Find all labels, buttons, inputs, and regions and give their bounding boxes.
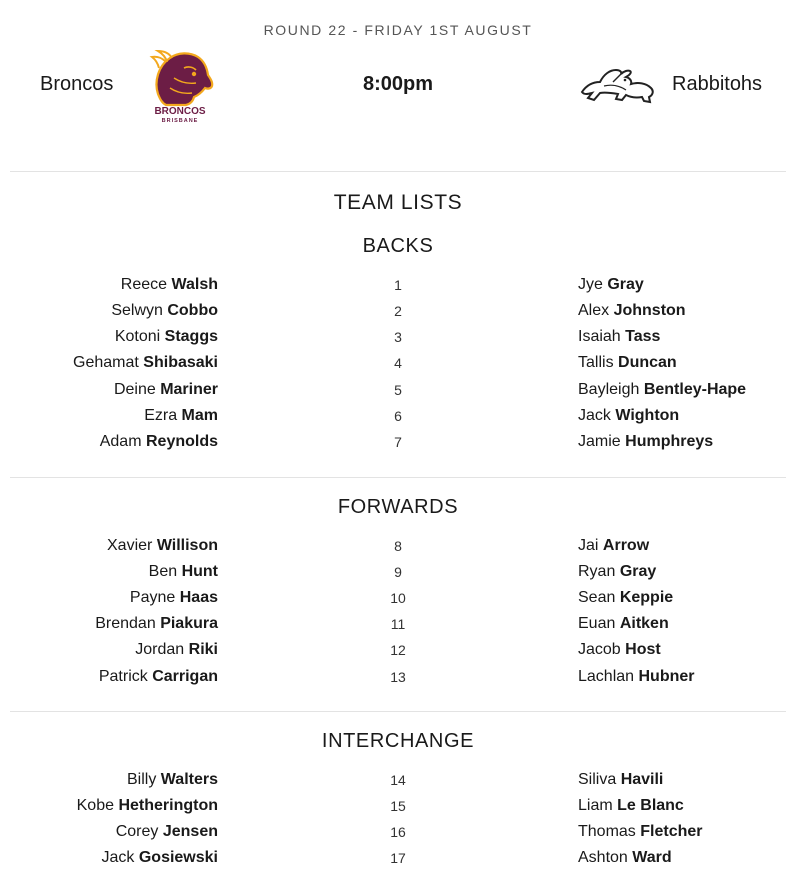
first-name: Reece	[120, 276, 168, 293]
jersey-number: 16	[390, 824, 406, 840]
last-name: Walsh	[171, 276, 218, 293]
home-player[interactable]	[111, 302, 218, 320]
last-name: Gray	[619, 563, 657, 580]
first-name: Bayleigh	[578, 381, 640, 398]
first-name: Euan	[578, 615, 616, 632]
first-name: Liam	[578, 797, 613, 814]
jersey-number: 14	[390, 772, 406, 788]
first-name: Isaiah	[578, 328, 621, 345]
last-name: Duncan	[618, 354, 677, 371]
table-row	[0, 407, 796, 433]
first-name: Ben	[148, 563, 178, 580]
home-player[interactable]	[95, 615, 218, 633]
jersey-number: 9	[394, 564, 402, 580]
table-row	[0, 849, 796, 875]
away-player[interactable]	[578, 849, 672, 867]
divider	[10, 711, 786, 712]
first-name: Jordan	[135, 641, 185, 658]
last-name: Humphreys	[625, 433, 714, 450]
first-name: Gehamat	[73, 354, 139, 371]
last-name: Mam	[181, 407, 218, 424]
divider	[10, 171, 786, 172]
last-name: Johnston	[613, 302, 686, 319]
last-name: Jensen	[162, 823, 218, 840]
first-name: Jack	[101, 849, 135, 866]
last-name: Ward	[632, 849, 672, 866]
last-name: Cobbo	[167, 302, 218, 319]
away-player[interactable]	[578, 381, 746, 399]
jersey-number: 6	[394, 408, 402, 424]
last-name: Aitken	[619, 615, 669, 632]
last-name: Mariner	[160, 381, 218, 398]
away-player[interactable]	[578, 276, 644, 294]
last-name: Staggs	[164, 328, 218, 345]
home-player[interactable]	[101, 849, 218, 867]
jersey-number: 1	[394, 277, 402, 293]
away-player[interactable]	[578, 589, 673, 607]
table-row	[0, 823, 796, 849]
jersey-number: 4	[394, 355, 402, 371]
table-row	[0, 563, 796, 589]
last-name: Willison	[156, 537, 218, 554]
first-name: Alex	[578, 302, 610, 319]
away-player[interactable]	[578, 537, 649, 555]
home-player[interactable]	[73, 354, 218, 372]
last-name: Walters	[160, 771, 218, 788]
first-name: Payne	[129, 589, 176, 606]
away-player[interactable]	[578, 641, 661, 659]
last-name: Reynolds	[145, 433, 218, 450]
jersey-number: 3	[394, 329, 402, 345]
jersey-number: 15	[390, 798, 406, 814]
first-name: Sean	[578, 589, 616, 606]
first-name: Adam	[99, 433, 142, 450]
section-heading-forwards: FORWARDS	[337, 496, 459, 518]
first-name: Ryan	[578, 563, 616, 580]
table-row	[0, 771, 796, 797]
jersey-number: 12	[390, 642, 406, 658]
jersey-number: 2	[394, 303, 402, 319]
last-name: Fletcher	[640, 823, 703, 840]
first-name: Lachlan	[578, 668, 635, 685]
first-name: Siliva	[578, 771, 617, 788]
away-player[interactable]	[578, 433, 713, 451]
away-player[interactable]	[578, 668, 695, 686]
away-player[interactable]	[578, 328, 660, 346]
table-row	[0, 328, 796, 354]
home-team-name[interactable]: Broncos	[40, 73, 114, 95]
last-name: Carrigan	[152, 668, 218, 685]
last-name: Gosiewski	[138, 849, 218, 866]
last-name: Arrow	[602, 537, 650, 554]
last-name: Keppie	[619, 589, 674, 606]
home-player[interactable]	[135, 641, 218, 659]
first-name: Thomas	[578, 823, 636, 840]
last-name: Bentley-Hape	[643, 381, 747, 398]
first-name: Jye	[578, 276, 603, 293]
home-player[interactable]	[107, 537, 218, 555]
last-name: Shibasaki	[143, 354, 218, 371]
table-row	[0, 354, 796, 380]
away-team-name[interactable]: Rabbitohs	[672, 73, 763, 95]
first-name: Deine	[113, 381, 156, 398]
home-player[interactable]	[116, 823, 218, 841]
last-name: Piakura	[160, 615, 218, 632]
last-name: Haas	[179, 589, 218, 606]
away-player[interactable]	[578, 823, 703, 841]
home-player[interactable]	[127, 771, 218, 789]
away-player[interactable]	[578, 563, 656, 581]
first-name: Kobe	[76, 797, 114, 814]
divider	[10, 477, 786, 478]
last-name: Host	[625, 641, 661, 658]
first-name: Jamie	[578, 433, 621, 450]
away-player[interactable]	[578, 302, 686, 320]
home-player[interactable]	[115, 328, 218, 346]
jersey-number: 5	[394, 382, 402, 398]
broncos-logo-text: BRONCOS	[154, 106, 206, 117]
kickoff-time: 8:00pm	[362, 73, 434, 95]
first-name: Kotoni	[114, 328, 161, 345]
first-name: Patrick	[98, 668, 148, 685]
team-lists-title: TEAM LISTS	[333, 191, 463, 214]
last-name: Havili	[620, 771, 664, 788]
broncos-logo-subtext: BRISBANE	[161, 118, 199, 124]
jersey-number: 11	[390, 616, 406, 632]
table-row	[0, 668, 796, 694]
last-name: Riki	[188, 641, 218, 658]
home-player[interactable]	[77, 797, 218, 815]
away-player[interactable]	[578, 615, 669, 633]
first-name: Brendan	[95, 615, 156, 632]
table-row	[0, 433, 796, 459]
last-name: Hubner	[638, 668, 695, 685]
first-name: Billy	[127, 771, 157, 788]
jersey-number: 8	[394, 538, 402, 554]
home-player[interactable]	[100, 433, 218, 451]
first-name: Ezra	[144, 407, 178, 424]
table-row	[0, 537, 796, 563]
last-name: Hetherington	[118, 797, 218, 814]
last-name: Hunt	[181, 563, 218, 580]
home-player[interactable]	[114, 381, 218, 399]
away-player[interactable]	[578, 797, 684, 815]
first-name: Jack	[578, 407, 611, 424]
table-row	[0, 302, 796, 328]
rabbitohs-logo-icon[interactable]	[578, 62, 656, 106]
home-player[interactable]	[144, 407, 218, 425]
last-name: Tass	[625, 328, 661, 345]
first-name: Xavier	[107, 537, 153, 554]
first-name: Jai	[578, 537, 599, 554]
table-row	[0, 589, 796, 615]
section-heading-interchange: INTERCHANGE	[321, 730, 475, 752]
away-player[interactable]	[578, 407, 679, 425]
first-name: Tallis	[578, 354, 614, 371]
first-name: Selwyn	[111, 302, 163, 319]
table-row	[0, 797, 796, 823]
first-name: Corey	[115, 823, 159, 840]
last-name: Gray	[607, 276, 644, 293]
home-player[interactable]	[121, 276, 218, 294]
table-row	[0, 641, 796, 667]
last-name: Wighton	[615, 407, 680, 424]
jersey-number: 10	[390, 590, 406, 606]
home-player[interactable]	[149, 563, 218, 581]
section-heading-backs: BACKS	[362, 235, 434, 257]
last-name: Le Blanc	[617, 797, 684, 814]
table-row	[0, 276, 796, 302]
jersey-number: 7	[394, 434, 402, 450]
jersey-number: 13	[390, 669, 406, 685]
home-player[interactable]	[130, 589, 218, 607]
home-player[interactable]	[99, 668, 218, 686]
table-row	[0, 615, 796, 641]
away-player[interactable]	[578, 771, 663, 789]
round-info: ROUND 22 - FRIDAY 1ST AUGUST	[263, 22, 533, 38]
jersey-number: 17	[390, 850, 406, 866]
first-name: Ashton	[578, 849, 628, 866]
away-player[interactable]	[578, 354, 677, 372]
first-name: Jacob	[578, 641, 621, 658]
table-row	[0, 381, 796, 407]
